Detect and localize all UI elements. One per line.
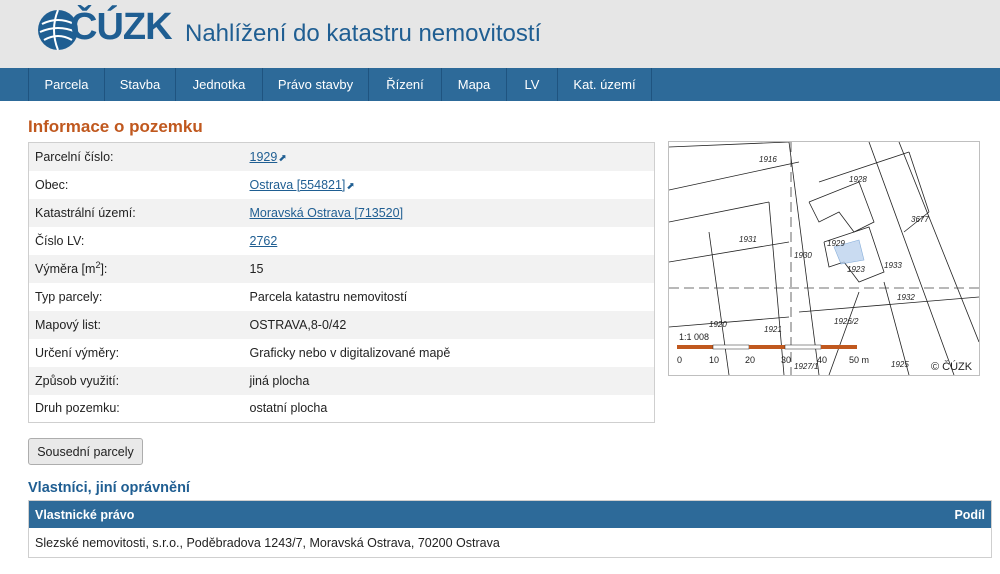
parcel-label: 1927/1: [794, 362, 819, 371]
cadastral-map[interactable]: [668, 141, 980, 376]
site-header: [0, 0, 1000, 68]
parcel-label: 1916: [759, 155, 777, 164]
parcel-label: 1932: [897, 293, 915, 302]
table-row: [29, 367, 655, 395]
scale-tick: 20: [745, 355, 756, 365]
table-row: [29, 227, 655, 255]
row-value: 15: [244, 255, 655, 283]
row-label: Určení výměry:: [29, 339, 244, 367]
external-link-icon[interactable]: ⬈: [346, 180, 355, 192]
table-row: [29, 311, 655, 339]
row-value: Parcela katastru nemovitostí: [244, 283, 655, 311]
scale-tick: 50 m: [849, 355, 870, 365]
row-value: jiná plocha: [244, 367, 655, 395]
nav-pravo-stavby[interactable]: Právo stavby: [262, 68, 368, 101]
parcel-label: 1921: [764, 325, 782, 334]
row-value: [244, 199, 655, 227]
row-value: OSTRAVA,8-0/42: [244, 311, 655, 339]
parcel-label: 1930: [794, 251, 812, 260]
row-label: Číslo LV:: [29, 227, 244, 255]
parcel-label: 3677: [911, 215, 929, 224]
table-row: [29, 339, 655, 367]
table-row: [29, 283, 655, 311]
owner-cell: Slezské nemovitosti, s.r.o., Poděbradova 1243/7, Moravská Ostrava, 70200 Ostrava: [29, 528, 912, 558]
cadastral-area-link[interactable]: Moravská Ostrava [713520]: [249, 205, 404, 220]
table-row: [29, 255, 655, 283]
parcel-label: 1926/2: [834, 317, 859, 326]
municipality-link[interactable]: Ostrava [554821]: [249, 177, 346, 192]
row-label: Výměra $[m^2]$:: [29, 255, 244, 283]
row-value: [244, 227, 655, 255]
main-nav: [0, 68, 1000, 101]
parcel-label: 1928: [849, 175, 867, 184]
parcel-label: 1920: [709, 320, 727, 329]
logo-text[interactable]: ČÚZK: [70, 6, 172, 48]
nav-mapa[interactable]: Mapa: [441, 68, 506, 101]
row-label: Typ parcely:: [29, 283, 244, 311]
row-label: Způsob využití:: [29, 367, 244, 395]
row-label: Mapový list:: [29, 311, 244, 339]
map-scale-label: 1:1 008: [679, 332, 710, 342]
parcel-label: 1923: [847, 265, 865, 274]
table-row: [29, 143, 655, 171]
nav-rizeni[interactable]: Řízení: [368, 68, 441, 101]
scale-tick: 10: [709, 355, 720, 365]
table-row: [29, 199, 655, 227]
table-row: [29, 171, 655, 199]
table-row: [29, 395, 655, 423]
col-owner-header: Vlastnické právo: [29, 501, 912, 529]
table-row: [29, 528, 992, 558]
row-label: Druh pozemku:: [29, 395, 244, 423]
nav-lv[interactable]: LV: [506, 68, 557, 101]
row-label: Parcelní číslo:: [29, 143, 244, 171]
row-value: ostatní plocha: [244, 395, 655, 423]
nav-stavba[interactable]: Stavba: [104, 68, 175, 101]
scale-tick: 30: [781, 355, 792, 365]
nav-parcela[interactable]: Parcela: [28, 68, 104, 101]
owners-table: [28, 500, 992, 558]
scale-tick: 40: [817, 355, 828, 365]
parcel-info-table: [28, 142, 655, 423]
parcel-label: 1931: [739, 235, 757, 244]
row-label: Obec:: [29, 171, 244, 199]
map-copyright: © ČÚZK: [931, 361, 973, 373]
row-value: [244, 171, 655, 199]
nav-jednotka[interactable]: Jednotka: [175, 68, 262, 101]
parcel-info-title: Informace o pozemku: [28, 117, 203, 136]
lv-number-link[interactable]: 2762: [249, 233, 278, 248]
parcel-label: 1929: [827, 239, 845, 248]
parcel-label: 1925: [891, 360, 909, 369]
external-link-icon[interactable]: ⬈: [278, 152, 287, 164]
row-value: [244, 143, 655, 171]
parcel-number-link[interactable]: 1929: [249, 149, 278, 164]
row-label: Katastrální území:: [29, 199, 244, 227]
parcel-label: 1933: [884, 261, 902, 270]
share-cell: [912, 528, 992, 558]
row-value: Graficky nebo v digitalizované mapě: [244, 339, 655, 367]
scale-tick: 0: [677, 355, 683, 365]
app-title: Nahlížení do katastru nemovitostí: [185, 20, 542, 47]
col-share-header: Podíl: [912, 501, 992, 529]
nav-kat-uzemi[interactable]: Kat. území: [557, 68, 652, 101]
owners-header-row: [29, 501, 992, 529]
owners-title: Vlastníci, jiní oprávnění: [28, 480, 190, 496]
neighbor-parcels-button[interactable]: Sousední parcely: [28, 438, 143, 465]
